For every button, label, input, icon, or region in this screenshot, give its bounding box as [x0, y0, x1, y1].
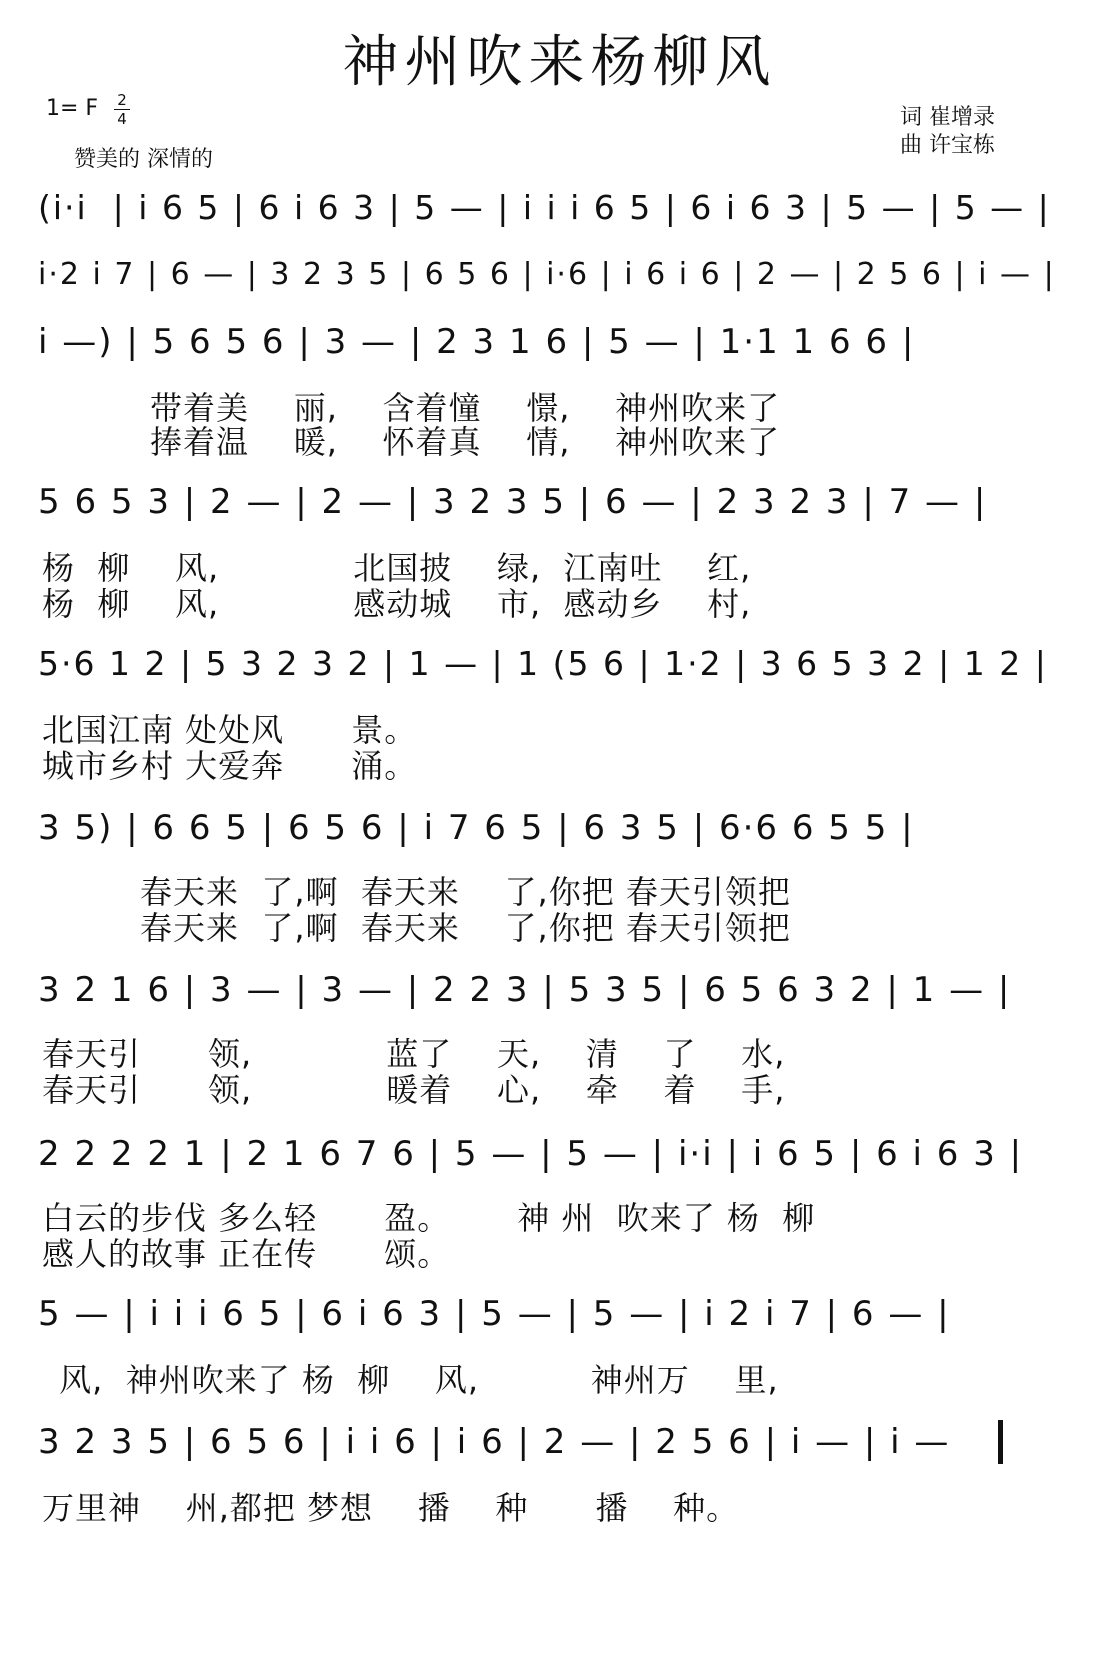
notation-staff: [38, 320, 1088, 364]
notation-staff: [38, 186, 1088, 230]
key-signature: 1= F: [46, 96, 99, 121]
notation-staff: [38, 1420, 1088, 1464]
notation-text: 5 — | i i i 6 5 | 6 i 6 3 | 5 — | 5 — | i 2 i 7 | 6 — |: [38, 1294, 951, 1334]
notation-staff: [38, 480, 1088, 524]
song-title: 神州吹来杨柳风: [342, 30, 777, 95]
notation-staff: [38, 253, 1088, 297]
notation-staff: [38, 806, 1088, 850]
lyric-line: 北国江南 处处风 景。: [42, 711, 418, 749]
notation-staff: [38, 1132, 1088, 1176]
notation-text: 3 2 1 6 | 3 — | 3 — | 2 2 3 | 5 3 5 | 6 5 6 3 2 | 1 — |: [38, 970, 1012, 1010]
time-signature-bottom: 4: [117, 110, 127, 128]
notation-text: 5·6 1 2 | 5 3 2 3 2 | 1 — | 1 (5 6 | 1·2 | 3 6 5 3 2 | 1 2 |: [38, 644, 1048, 683]
lyric-line: 城市乡村 大爱奔 涌。: [42, 747, 418, 785]
notation-text: (i·i | i 6 5 | 6 i 6 3 | 5 — | i i i 6 5 | 6 i 6 3 | 5 — | 5 — |: [38, 188, 1051, 227]
notation-text: 2 2 2 2 1 | 2 1 6 7 6 | 5 — | 5 — | i·i | i 6 5 | 6 i 6 3 |: [38, 1134, 1024, 1174]
lyric-line: 春天引 领, 暖着 心, 牵 着 手,: [42, 1071, 786, 1109]
composer-credit: 曲 许宝栋: [900, 133, 995, 158]
notation-text: 3 2 3 5 | 6 5 6 | i i 6 | i 6 | 2 — | 2 5 6 | i — | i —: [38, 1422, 951, 1462]
notation-text: 3 5) | 6 6 5 | 6 5 6 | i 7 6 5 | 6 3 5 | 6·6 6 5 5 |: [38, 808, 915, 848]
lyric-line: 杨 柳 风, 感动城 市, 感动乡 村,: [42, 585, 752, 623]
lyric-line: 感人的故事 正在传 颂。: [42, 1235, 451, 1273]
notation-staff: [38, 968, 1088, 1012]
lyric-line: 捧着温 暖, 怀着真 情, 神州吹来了: [150, 423, 781, 461]
lyric-line: 白云的步伐 多么轻 盈。 神 州 吹来了 杨 柳: [42, 1199, 816, 1237]
lyric-line: 杨 柳 风, 北国披 绿, 江南吐 红,: [42, 549, 752, 587]
lyric-line: 春天引 领, 蓝了 天, 清 了 水,: [42, 1035, 786, 1073]
notation-staff: [38, 642, 1088, 686]
expression-marking: 赞美的 深情的: [74, 147, 213, 172]
time-signature-top: 2: [117, 91, 127, 109]
notation-text: i —) | 5 6 5 6 | 3 — | 2 3 1 6 | 5 — | 1·1 1 6 6 |: [38, 322, 916, 362]
time-signature: [114, 92, 130, 127]
notation-text: i·2 i 7 | 6 — | 3 2 3 5 | 6 5 6 | i·6 | i 6 i 6 | 2 — | 2 5 6 | i — |: [38, 257, 1056, 292]
lyricist-credit: 词 崔增录: [900, 105, 995, 130]
lyric-line: 带着美 丽, 含着憧 憬, 神州吹来了: [150, 389, 781, 427]
lyric-line: 春天来 了,啊 春天来 了,你把 春天引领把: [140, 873, 791, 911]
notation-staff: [38, 1292, 1088, 1336]
lyric-line: 万里神 州,都把 梦想 播 种 播 种。: [42, 1489, 740, 1527]
lyric-line: 春天来 了,啊 春天来 了,你把 春天引领把: [140, 909, 791, 947]
final-barline: [998, 1420, 1003, 1464]
notation-text: 5 6 5 3 | 2 — | 2 — | 3 2 3 5 | 6 — | 2 3 2 3 | 7 — |: [38, 482, 988, 522]
lyric-line: 风, 神州吹来了 杨 柳 风, 神州万 里,: [48, 1361, 779, 1399]
